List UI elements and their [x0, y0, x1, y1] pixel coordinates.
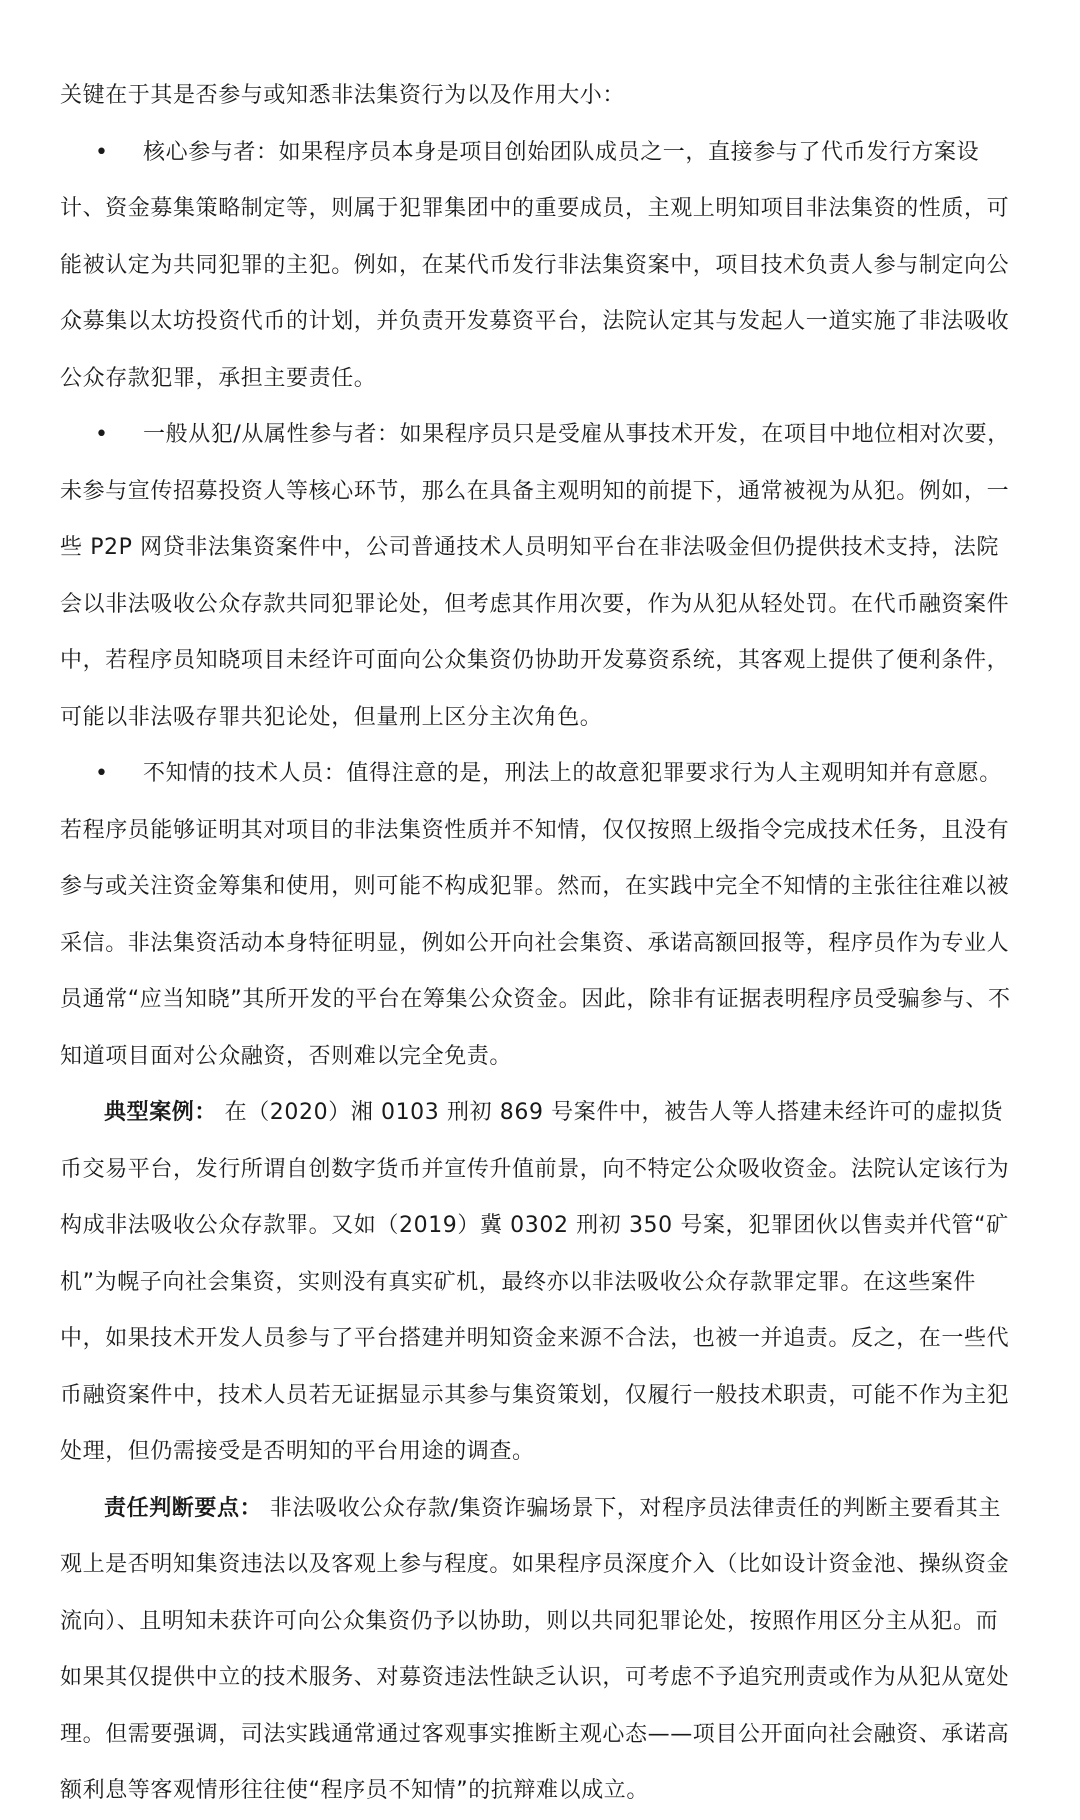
- bullet-text: 一般从犯/从属性参与者：如果程序员只是受雇从事技术开发，在项目中地位相对次要，未参与宣传招募投资人等核心环节，那么在具备主观明知的前提下，通常被视为从犯。例如，一些 P2P 网贷非法集资案件中，公司普通技术人员明知平台在非法吸金但仍提供技术支持，法院会以非法吸收公众存款共同犯罪论处，但考虑其作用次要，作为从犯从轻处罚。在代币融资案件中，若程序员知晓项目未经许可面向公众集资仍协助开发募资系统，其客观上提供了便利条件，可能以非法吸存罪共犯论处，但量刑上区分主次角色。: [60, 422, 1010, 730]
- bullet-text: 核心参与者：如果程序员本身是项目创始团队成员之一，直接参与了代币发行方案设计、资金募集策略制定等，则属于犯罪集团中的重要成员，主观上明知项目非法集资的性质，可能被认定为共同犯罪的主犯。例如，在某代币发行非法集资案中，项目技术负责人参与制定向公众募集以太坊投资代币的计划，并负责开发募资平台，法院认定其与发起人一道实施了非法吸收公众存款犯罪，承担主要责任。: [60, 139, 1010, 391]
- bullet-text: 不知情的技术人员：值得注意的是，刑法上的故意犯罪要求行为人主观明知并有意愿。若程序员能够证明其对项目的非法集资性质并不知情，仅仅按照上级指令完成技术任务，且没有参与或关注资金筹集和使用，则可能不构成犯罪。然而，在实践中完全不知情的主张往往难以被采信。非法集资活动本身特征明显，例如公开向社会集资、承诺高额回报等，程序员作为专业人员通常“应当知晓”其所开发的平台在筹集公众资金。因此，除非有证据表明程序员受骗参与、不知道项目面对公众融资，否则难以完全免责。: [60, 761, 1011, 1069]
- bullet-marker: •: [95, 761, 109, 786]
- typical-cases-label: 典型案例：: [104, 1100, 218, 1125]
- key-points-paragraph: [60, 1481, 1020, 1820]
- bullet-unaware-technician: [60, 746, 1020, 1085]
- key-points-label: 责任判断要点：: [104, 1495, 263, 1521]
- typical-cases-paragraph: [60, 1085, 1020, 1481]
- key-points-text: 非法吸收公众存款/集资诈骗场景下，对程序员法律责任的判断主要看其主观上是否明知集资违法以及客观上参与程度。如果程序员深度介入（比如设计资金池、操纵资金流向）、且明知未获许可向公众集资仍予以协助，则以共同犯罪论处，按照作用区分主从犯。而如果其仅提供中立的技术服务、对募资违法性缺乏认识，可考虑不予追究刑责或作为从犯从宽处理。但需要强调，司法实践通常通过客观事实推断主观心态——项目公开面向社会融资、承诺高额利息等客观情形往往使“程序员不知情”的抗辩难以成立。: [60, 1495, 1010, 1803]
- intro-paragraph: 关键在于其是否参与或知悉非法集资行为以及作用大小：: [60, 83, 626, 108]
- bullet-core-participant: [60, 125, 1020, 408]
- bullet-marker: •: [95, 422, 109, 447]
- bullet-marker: •: [95, 139, 109, 165]
- bullet-accessory-participant: [60, 407, 1020, 746]
- typical-cases-text: 在（2020）湘 0103 刑初 869 号案件中，被告人等人搭建未经许可的虚拟货币交易平台，发行所谓自创数字货币并宣传升值前景，向不特定公众吸收资金。法院认定该行为构成非法吸收公众存款罪。又如（2019）冀 0302 刑初 350 号案，犯罪团伙以售卖并代管“矿机”为幌子向社会集资，实则没有真实矿机，最终亦以非法吸收公众存款罪定罪。在这些案件中，如果技术开发人员参与了平台搭建并明知资金来源不合法，也被一并追责。反之，在一些代币融资案件中，技术人员若无证据显示其参与集资策划，仅履行一般技术职责，可能不作为主犯处理，但仍需接受是否明知的平台用途的调查。: [60, 1100, 1010, 1464]
